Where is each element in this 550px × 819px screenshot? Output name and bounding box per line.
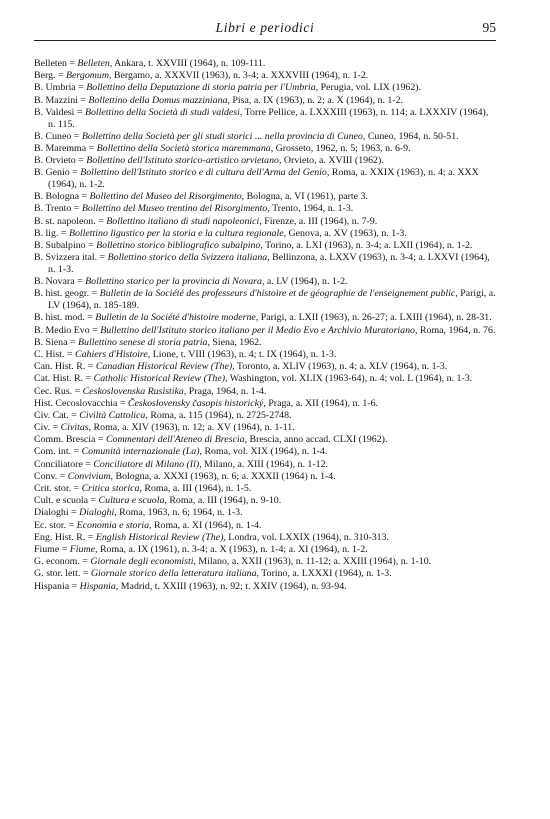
entry-publication-details: , Torino, a. LXI (1963), n. 3-4; a. LXII (1964), n. 1-2.: [260, 240, 473, 252]
entry-full-title: Československy časopis historický: [127, 397, 264, 409]
equals-sign: =: [88, 495, 99, 507]
list-item: [34, 191, 496, 203]
list-item: [34, 167, 496, 191]
equals-sign: =: [64, 348, 75, 360]
equals-sign: =: [69, 167, 81, 179]
entry-abbreviation: B. lig.: [34, 227, 59, 239]
entry-abbreviation: Ec. stor.: [34, 519, 67, 531]
list-item: [34, 131, 496, 143]
list-item: [34, 143, 496, 155]
entry-publication-details: , Praga, a. XII (1964), n. 1-6.: [263, 397, 379, 409]
entry-publication-details: , a. LV (1964), n. 1-2.: [261, 276, 348, 288]
list-item: [34, 520, 496, 532]
equals-sign: =: [75, 82, 87, 94]
entry-abbreviation: B. Valdesi: [34, 106, 75, 118]
equals-sign: =: [80, 568, 91, 580]
equals-sign: =: [97, 252, 108, 264]
list-item: [34, 361, 496, 373]
equals-sign: =: [71, 446, 82, 458]
equals-sign: =: [117, 397, 128, 409]
entry-full-title: Bollettino della Deputazione di storia patria per l'Umbria: [86, 82, 316, 94]
list-item: [34, 203, 496, 215]
equals-sign: =: [71, 203, 82, 215]
entry-abbreviation: Civ. Cat.: [34, 409, 69, 421]
entry-abbreviation: Cat. Hist. R.: [34, 373, 84, 385]
list-item: [34, 325, 496, 337]
equals-sign: =: [84, 312, 96, 324]
list-item: [34, 70, 496, 82]
list-item: [34, 240, 496, 252]
entry-full-title: English Historical Review (The): [95, 531, 224, 543]
entry-publication-details: , Roma, a. XXIX (1963), n. 4; a. XXX (1964), n. 1-2.: [48, 167, 479, 191]
list-item: [34, 312, 496, 324]
entry-abbreviation: B. Cuneo: [34, 130, 72, 142]
equals-sign: =: [79, 191, 90, 203]
entry-abbreviation: Dialoghi: [34, 507, 69, 519]
entry-publication-details: , Perugia, vol. LIX (1962).: [315, 82, 422, 94]
entry-abbreviation: B. Mazzini: [34, 94, 78, 106]
list-item: [34, 532, 496, 544]
entry-full-title: Civiltà Cattolica: [79, 409, 146, 421]
entry-abbreviation: B. Subalpino: [34, 240, 86, 252]
entry-full-title: Bullettino senese di storia patria: [77, 336, 208, 348]
entry-publication-details: , Roma, vol. XIX (1964), n. 1-4.: [199, 446, 328, 458]
entry-full-title: Bollettino della Società di studi valdesi: [84, 106, 240, 118]
list-item: [34, 155, 496, 167]
entry-abbreviation: Belleten: [34, 58, 67, 69]
list-item: [34, 581, 496, 593]
equals-sign: =: [79, 556, 91, 568]
equals-sign: =: [68, 409, 80, 421]
equals-sign: =: [59, 543, 70, 555]
entry-full-title: Bulletin de la Société des professeurs d'histoire et de géographie de l'enseignement public: [99, 288, 456, 300]
entry-full-title: Economia e storia: [76, 519, 150, 531]
list-item: [34, 459, 496, 471]
list-item: [34, 216, 496, 228]
entry-full-title: Hispania: [79, 580, 116, 592]
entry-abbreviation: B. hist. geogr.: [34, 288, 90, 300]
entry-abbreviation: Com. int.: [34, 446, 72, 458]
entry-abbreviation: Conciliatore: [34, 458, 83, 470]
entry-abbreviation: B. Trento: [34, 203, 72, 215]
entry-full-title: Giornale degli economisti: [90, 556, 194, 568]
equals-sign: =: [74, 276, 86, 288]
entry-full-title: Belleten: [77, 58, 110, 69]
entry-full-title: Bollettino storico della Svizzera italiana: [107, 252, 268, 264]
entry-publication-details: , Roma, a. IX (1961), n. 3-4; a. X (1963), n. 1-4; a. XI (1964), n. 1-2.: [95, 543, 368, 555]
entry-publication-details: , Milano, a. XXII (1963), n. 11-12; a. XXIII (1964), n. 1-10.: [193, 556, 432, 568]
entry-publication-details: , Londra, vol. LXXIX (1964), n. 310-313.: [223, 531, 390, 543]
running-header: [34, 18, 496, 41]
entry-abbreviation: C. Hist.: [34, 348, 65, 360]
equals-sign: =: [69, 580, 80, 592]
entry-abbreviation: B. Svizzera ital.: [34, 252, 98, 264]
equals-sign: =: [77, 94, 89, 106]
entry-full-title: Bollettino italiano di studi napoleonici: [106, 215, 260, 227]
list-item: [34, 398, 496, 410]
entry-full-title: Bollettino dell'Istituto storico e di cultura dell'Arma del Genio: [80, 167, 327, 179]
list-item: [34, 568, 496, 580]
entry-full-title: Bollettino del Museo del Risorgimento: [89, 191, 242, 203]
equals-sign: =: [72, 385, 83, 397]
entry-full-title: Bollettino storico per la provincia di Novara: [85, 276, 262, 288]
entry-full-title: Bollettino dell'Istituto storico-artistico orvietano: [86, 155, 279, 167]
entry-publication-details: , Roma, 1963, n. 6; 1964, n. 1-3.: [114, 507, 243, 519]
entry-abbreviation: B. Bologna: [34, 191, 79, 203]
entry-abbreviation: Can. Hist. R.: [34, 361, 86, 373]
entry-publication-details: , Orvieto, a. XVIII (1962).: [278, 155, 384, 167]
equals-sign: =: [95, 434, 106, 446]
list-item: [34, 471, 496, 483]
equals-sign: =: [82, 458, 94, 470]
entry-publication-details: , Trento, 1964, n. 1-3.: [267, 203, 354, 215]
entry-publication-details: , Parigi, a. LV (1964), n. 185-189.: [48, 288, 496, 312]
entry-publication-details: , Roma, a. 115 (1964), n. 2725-2748.: [145, 409, 292, 421]
equals-sign: =: [85, 240, 97, 252]
list-item: [34, 483, 496, 495]
entry-abbreviation: Hispania: [34, 580, 70, 592]
entry-full-title: Bollettino della Società storica maremmana: [96, 142, 271, 154]
entry-publication-details: , Roma, 1964, n. 76.: [415, 324, 496, 336]
entry-full-title: Dialoghi: [79, 507, 115, 519]
list-item: [34, 58, 496, 70]
entry-full-title: Giornale storico della letteratura italiana: [90, 568, 257, 580]
entry-publication-details: , Parigi, a. LXII (1963), n. 26-27; a. LXIII (1964), n. 28-31.: [255, 312, 492, 324]
entry-abbreviation: B. st. napoleon.: [34, 215, 96, 227]
equals-sign: =: [66, 519, 77, 531]
entry-abbreviation: Cec. Rus.: [34, 385, 73, 397]
entry-full-title: Cultura e scuola: [98, 495, 165, 507]
entry-publication-details: , Bologna, a. VI (1961), parte 3.: [241, 191, 368, 203]
entry-full-title: Bergomum: [66, 70, 109, 82]
equals-sign: =: [71, 483, 82, 494]
entry-full-title: Conciliatore di Milano (Il): [93, 458, 200, 470]
equals-sign: =: [57, 470, 68, 482]
entry-abbreviation: Fiume: [34, 543, 60, 555]
entry-publication-details: , Brescia, anno accad. CLXI (1962).: [244, 434, 388, 446]
equals-sign: =: [85, 531, 96, 543]
entry-abbreviation: Conv.: [34, 470, 58, 482]
entry-full-title: Bollettino della Domus mazziniana: [88, 94, 228, 106]
entry-publication-details: , Lione, t. VIII (1963), n. 4; t. IX (1964), n. 1-3.: [147, 348, 337, 360]
equals-sign: =: [58, 227, 69, 239]
equals-sign: =: [67, 336, 78, 348]
entry-full-title: Fiume: [69, 543, 95, 555]
entry-publication-details: , Pisa, a. IX (1963), n. 2; a. X (1964), n. 1-2.: [227, 94, 404, 106]
entry-publication-details: , Torre Pellice, a. LXXXIII (1963), n. 114; a. LXXXIV (1964), n. 115.: [48, 106, 489, 130]
entry-abbreviation: B. Novara: [34, 276, 75, 288]
entry-publication-details: , Praga, 1964, n. 1-4.: [183, 385, 267, 397]
list-item: [34, 95, 496, 107]
entry-abbreviation: G. stor. lett.: [34, 568, 81, 580]
entry-publication-details: , Cuneo, 1964, n. 50-51.: [362, 130, 459, 142]
entry-abbreviation: Comm. Brescia: [34, 434, 96, 446]
entry-abbreviation: Civ.: [34, 422, 51, 434]
periodicals-list: [34, 58, 496, 593]
entry-full-title: Bollettino del Museo trentino del Risorgimento: [81, 203, 268, 215]
equals-sign: =: [83, 373, 94, 385]
entry-full-title: Canadian Historical Review (The): [95, 361, 233, 373]
list-item: [34, 434, 496, 446]
list-item: [34, 495, 496, 507]
equals-sign: =: [85, 361, 96, 373]
entry-full-title: Civitas: [60, 422, 89, 434]
equals-sign: =: [89, 324, 101, 336]
equals-sign: =: [55, 70, 67, 82]
list-item: [34, 507, 496, 519]
entry-full-title: Bollettino della Società per gli studi storici ... nella provincia di Cuneo: [81, 130, 363, 142]
entry-publication-details: , Washington, vol. XLIX (1963-64), n. 4; vol. L (1964), n. 1-3.: [225, 373, 473, 385]
list-item: [34, 349, 496, 361]
page-number: 95: [482, 20, 496, 35]
equals-sign: =: [68, 507, 80, 519]
entry-abbreviation: Hist. Cecoslovacchia: [34, 397, 118, 409]
entry-abbreviation: B. Siena: [34, 336, 68, 348]
entry-full-title: Bollettino storico bibliografico subalpino: [96, 240, 261, 252]
equals-sign: =: [66, 58, 78, 69]
entry-publication-details: , Toronto, a. XLIV (1963), n. 4; a. XLV (1964), n. 1-3.: [232, 361, 448, 373]
entry-abbreviation: Cult. e scuola: [34, 495, 89, 507]
list-item: [34, 288, 496, 312]
entry-abbreviation: B. Medio Evo: [34, 324, 90, 336]
entry-abbreviation: B. hist. mod.: [34, 312, 85, 324]
equals-sign: =: [95, 215, 107, 227]
list-item: [34, 228, 496, 240]
equals-sign: =: [89, 288, 100, 300]
entry-publication-details: , Ankara, t. XXVIII (1964), n. 109-111.: [109, 58, 266, 69]
list-item: [34, 373, 496, 385]
list-item: [34, 544, 496, 556]
entry-full-title: Bullettino dell'Istituto storico italiano per il Medio Evo e Archivio Muratoriano: [100, 324, 415, 336]
entry-full-title: Cahiers d'Histoire: [74, 348, 148, 360]
entry-abbreviation: Eng. Hist. R.: [34, 531, 86, 543]
entry-abbreviation: B. Maremma: [34, 142, 87, 154]
entry-full-title: Commentari dell'Ateneo di Brescia: [105, 434, 245, 446]
list-item: [34, 410, 496, 422]
equals-sign: =: [71, 130, 82, 142]
list-item: [34, 556, 496, 568]
entry-publication-details: , Genova, a. XV (1963), n. 1-3.: [283, 227, 407, 239]
equals-sign: =: [86, 142, 97, 154]
list-item: [34, 252, 496, 276]
entry-full-title: Catholic Historical Review (The): [93, 373, 225, 385]
equals-sign: =: [50, 422, 61, 434]
entry-abbreviation: Crit. stor.: [34, 483, 72, 494]
equals-sign: =: [75, 155, 87, 167]
list-item: [34, 446, 496, 458]
entry-abbreviation: Berg.: [34, 70, 56, 82]
list-item: [34, 422, 496, 434]
entry-publication-details: , Bologna, a. XXXI (1963), n. 6; a. XXXII (1964) n. 1-4.: [110, 470, 336, 482]
list-item: [34, 107, 496, 131]
running-title: Libri e periodici: [215, 20, 315, 35]
entry-full-title: Bulletin de la Société d'histoire moderne: [95, 312, 256, 324]
entry-abbreviation: B. Umbria: [34, 82, 76, 94]
entry-publication-details: , Roma, a. XI (1964), n. 1-4.: [149, 519, 262, 531]
entry-publication-details: , Siena, 1962.: [207, 336, 262, 348]
entry-full-title: Ceskoslovenska Rusistika: [82, 385, 184, 397]
entry-publication-details: , Madrid, t. XXIII (1963), n. 92; t. XXIV (1964), n. 93-94.: [115, 580, 347, 592]
entry-full-title: Critica storica: [81, 483, 140, 494]
entry-abbreviation: G. econom.: [34, 556, 80, 568]
entry-full-title: Bollettino ligustico per la storia e la cultura regionale: [68, 227, 284, 239]
list-item: [34, 82, 496, 94]
entry-abbreviation: B. Genio: [34, 167, 70, 179]
entry-publication-details: , Roma, a. XIV (1963), n. 12; a. XV (1964), n. 1-11.: [88, 422, 295, 434]
equals-sign: =: [74, 106, 85, 118]
list-item: [34, 386, 496, 398]
entry-publication-details: , Firenze, a. III (1964), n. 7-9.: [259, 215, 378, 227]
list-item: [34, 276, 496, 288]
entry-publication-details: , Bellinzona, a. LXXV (1963), n. 3-4; a. LXXVI (1964), n. 1-3.: [48, 252, 490, 276]
entry-abbreviation: B. Orvieto: [34, 155, 76, 167]
entry-publication-details: , Bergamo, a. XXXVII (1963), n. 3-4; a. XXXVIII (1964), n. 1-2.: [108, 70, 369, 82]
list-item: [34, 337, 496, 349]
entry-publication-details: , Torino, a. LXXXI (1964), n. 1-3.: [256, 568, 392, 580]
entry-publication-details: , Milano, a. XIII (1964), n. 1-12.: [199, 458, 329, 470]
entry-publication-details: , Roma, a. III (1964), n. 9-10.: [164, 495, 282, 507]
entry-full-title: Comunità internazionale (La): [81, 446, 200, 458]
entry-publication-details: , Grosseto, 1962, n. 5; 1963, n. 6-9.: [270, 142, 411, 154]
entry-full-title: Convivium: [67, 470, 111, 482]
entry-publication-details: , Roma, a. III (1964), n. 1-5.: [139, 483, 252, 494]
